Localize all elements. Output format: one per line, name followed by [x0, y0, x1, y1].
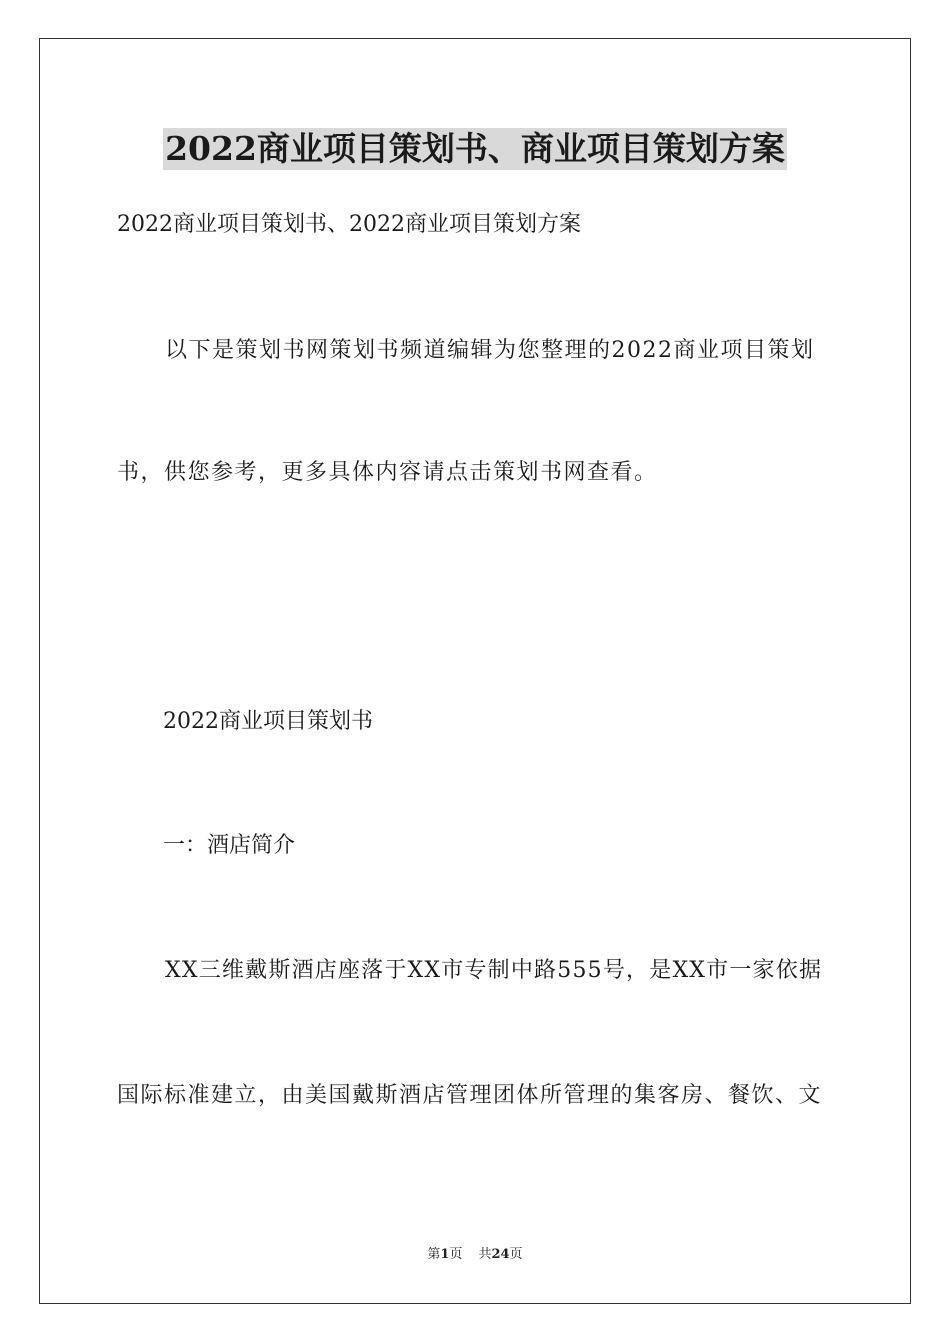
- page-footer: [0, 1246, 950, 1264]
- section-heading: 2022商业项目策划书: [163, 709, 373, 734]
- intro-paragraph-line-2: 书，供您参考，更多具体内容请点击策划书网查看。: [117, 460, 658, 485]
- document-title: 2022商业项目策划书、商业项目策划方案: [165, 129, 785, 168]
- footer-total-pages: 24: [491, 1247, 510, 1262]
- title-container: [0, 128, 950, 170]
- document-subtitle: 2022商业项目策划书、2022商业项目策划方案: [117, 212, 581, 237]
- subsection-title: 一：酒店简介: [163, 833, 296, 858]
- footer-page-suffix: 页: [449, 1247, 463, 1262]
- footer-page-number: 1: [440, 1247, 450, 1262]
- body-paragraph-line-1: XX三维戴斯酒店座落于XX市专制中路555号，是XX市一家依据: [165, 958, 823, 983]
- footer-page-prefix: 第: [427, 1247, 441, 1262]
- footer-total-suffix: 页: [509, 1247, 523, 1262]
- intro-paragraph-line-1: 以下是策划书网策划书频道编辑为您整理的2022商业项目策划: [165, 338, 815, 363]
- body-paragraph-line-2: 国际标准建立，由美国戴斯酒店管理团体所管理的集客房、餐饮、文: [117, 1083, 823, 1108]
- footer-total-prefix: 共: [478, 1247, 492, 1262]
